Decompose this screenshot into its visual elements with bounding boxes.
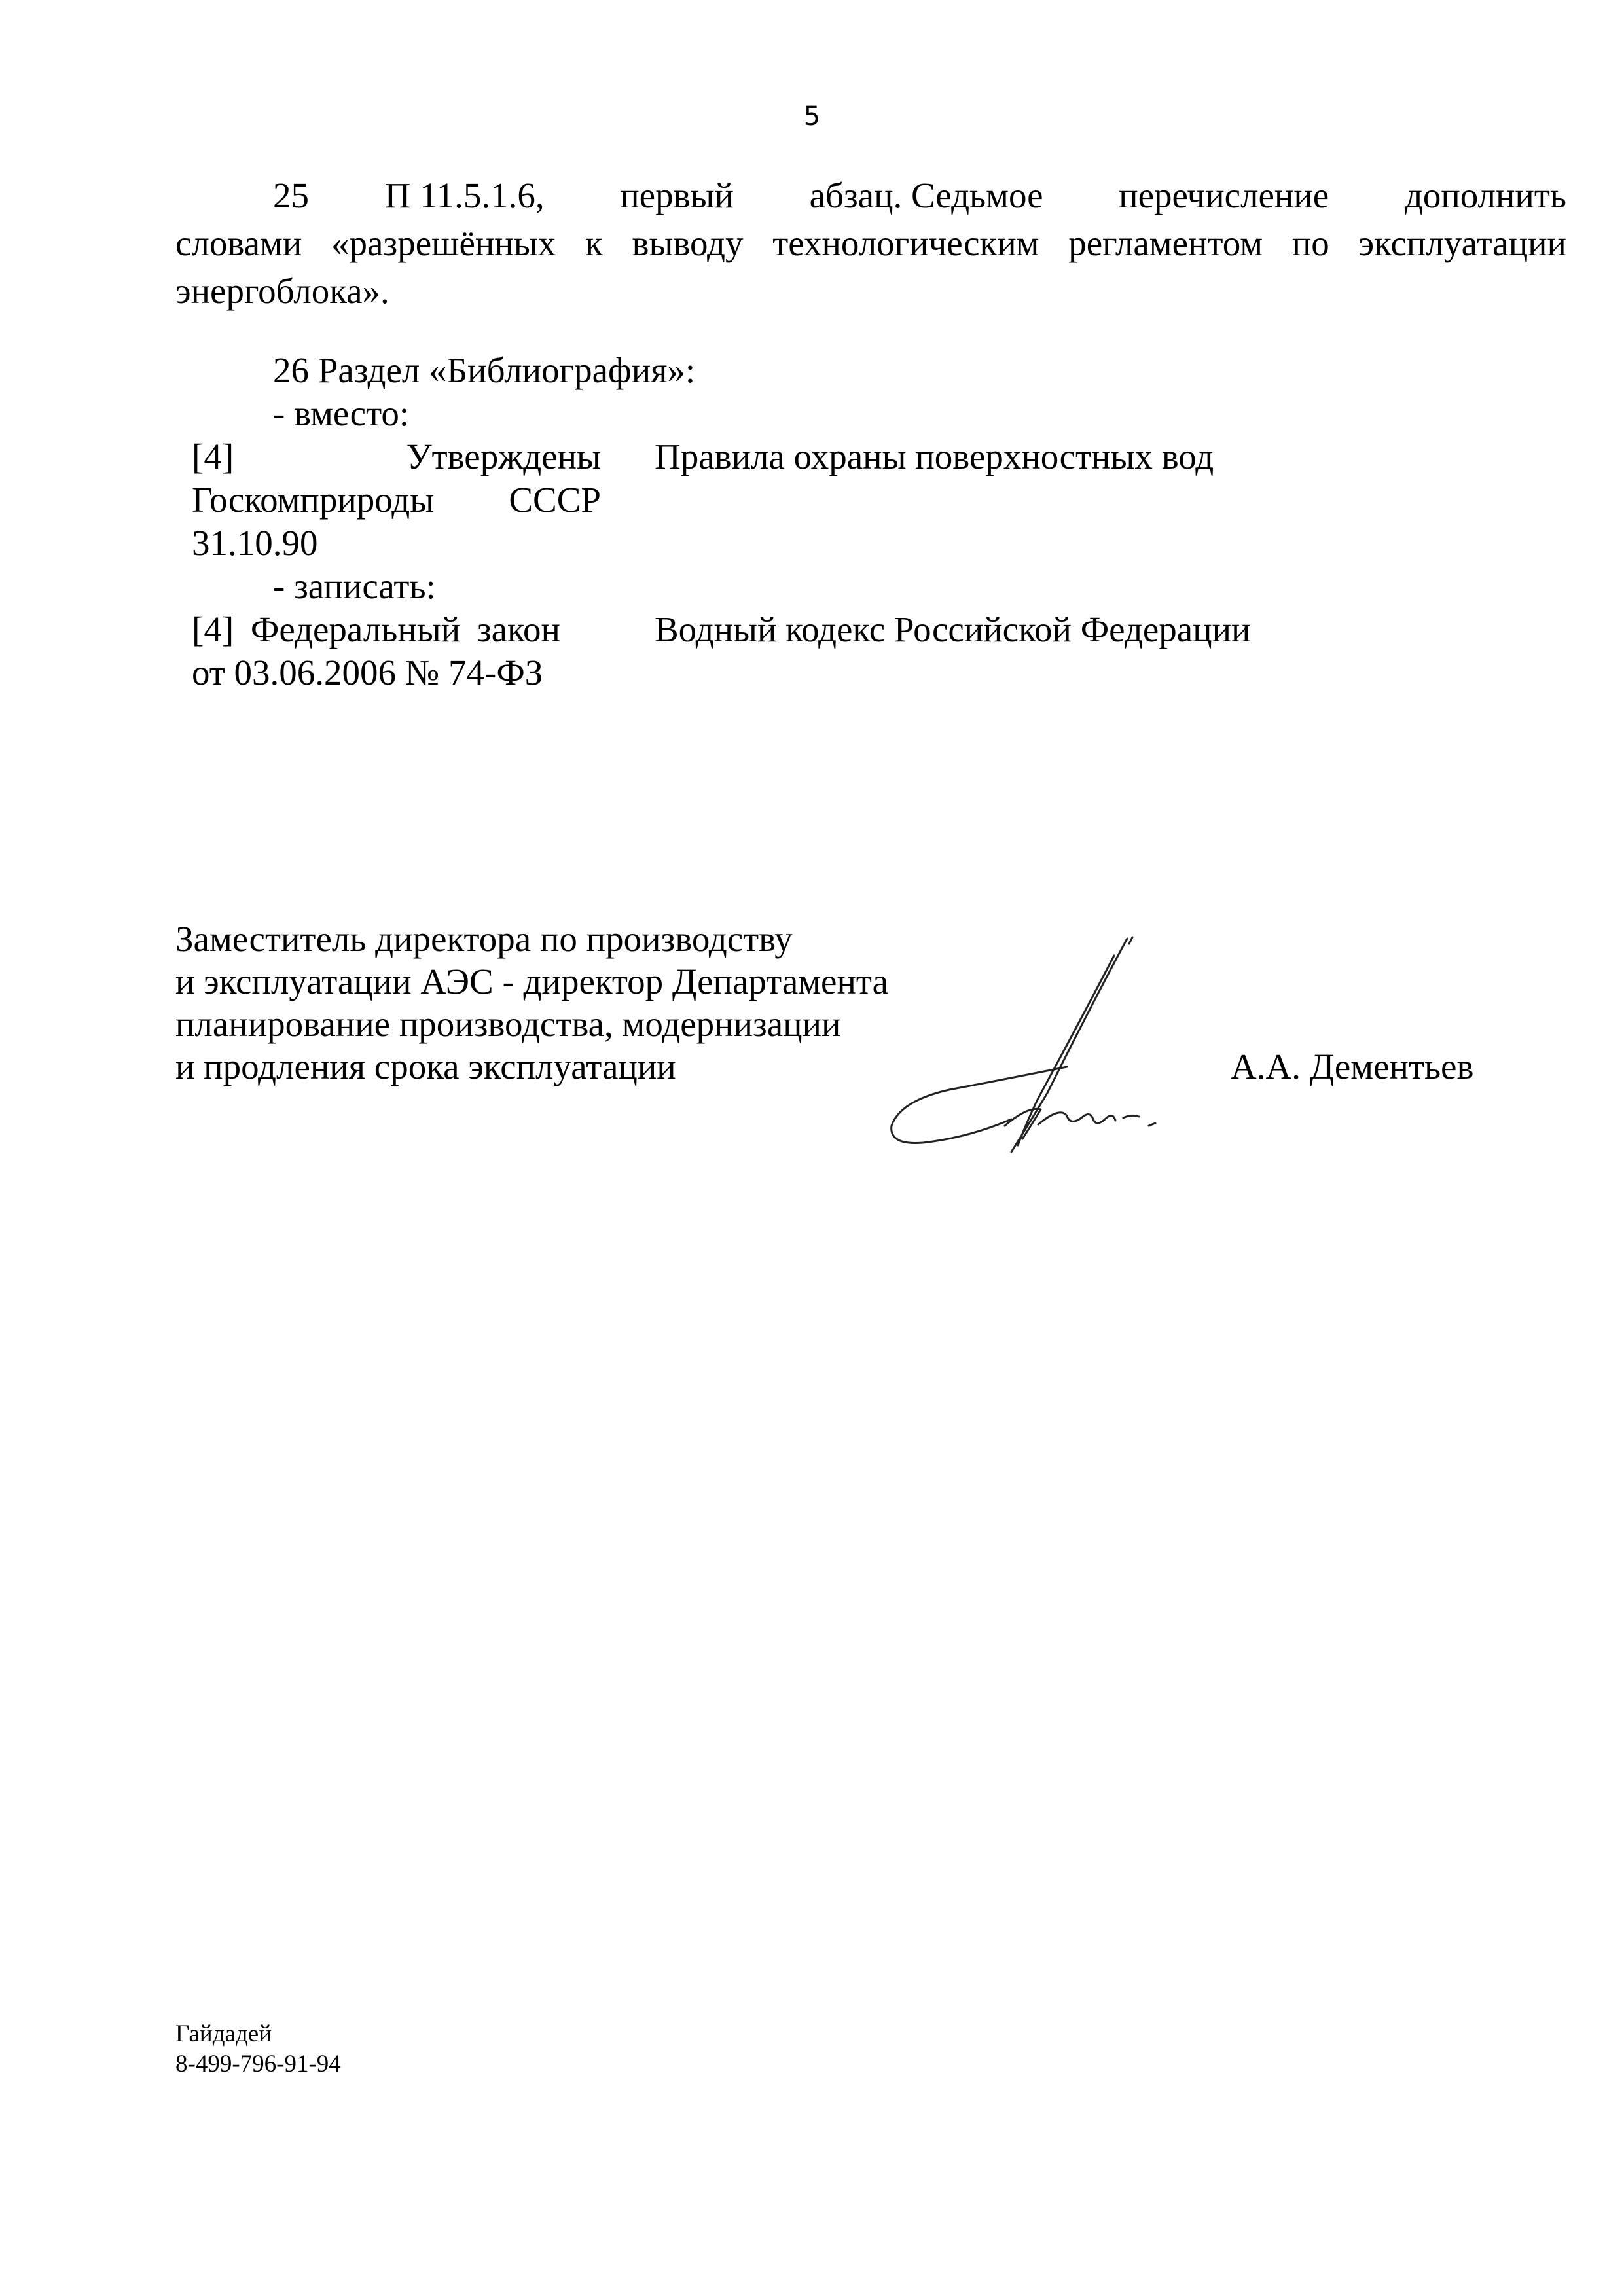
new-ref-line-2: от 03.06.2006 № 74-ФЗ <box>192 653 543 692</box>
executor-name: Гайдадей <box>175 2020 272 2047</box>
signer-name: А.А. Дементьев <box>1231 1047 1474 1086</box>
old-ref-issuer: Госкомприроды <box>192 480 435 520</box>
item-25-word: 25 <box>273 175 309 215</box>
item-25-word: абзац. Седьмое <box>809 175 1043 215</box>
write-label: - записать: <box>273 566 436 606</box>
signer-position-line: планирование производства, модернизации <box>175 1004 841 1044</box>
signer-position <box>175 918 888 1088</box>
item-25-word: первый <box>620 175 734 215</box>
instead-label: - вместо: <box>273 393 410 433</box>
item-25-word: дополнить <box>1404 175 1566 215</box>
executor-phone: 8-499-796-91-94 <box>175 2051 341 2077</box>
new-ref-citation <box>192 608 601 694</box>
item-25-line-1 <box>175 171 1566 219</box>
signer-position-line: и продления срока эксплуатации <box>175 1047 676 1086</box>
signer-position-line: и эксплуатации АЭС - директор Департамента <box>175 961 889 1001</box>
page-number: 5 <box>803 101 821 132</box>
old-ref-date: 31.10.90 <box>192 523 318 563</box>
item-26-heading: 26 Раздел «Библиография»: <box>273 350 696 390</box>
item-25-word: П 11.5.1.6, <box>384 175 545 215</box>
old-ref-country: СССР <box>509 480 601 520</box>
new-ref-line-1: [4] Федеральный закон <box>192 609 560 649</box>
old-ref-title: Правила охраны поверхностных вод <box>655 437 1214 476</box>
handwritten-signature-icon <box>871 929 1178 1165</box>
signer-position-line: Заместитель директора по производству <box>175 919 793 959</box>
item-25-line-2: словами «разрешённых к выводу технологическим регламентом по эксплуатации <box>175 223 1566 263</box>
old-ref-citation <box>192 435 601 565</box>
executor-info <box>175 2019 341 2079</box>
item-25-word: перечисление <box>1119 175 1329 215</box>
item-25-paragraph <box>175 171 1566 315</box>
old-ref-approved: Утверждены <box>406 437 601 476</box>
item-25-line-3: энергоблока». <box>175 271 389 311</box>
new-ref-title: Водный кодекс Российской Федерации <box>655 609 1251 649</box>
old-ref-number: [4] <box>192 437 234 476</box>
item-26-header <box>273 349 695 435</box>
